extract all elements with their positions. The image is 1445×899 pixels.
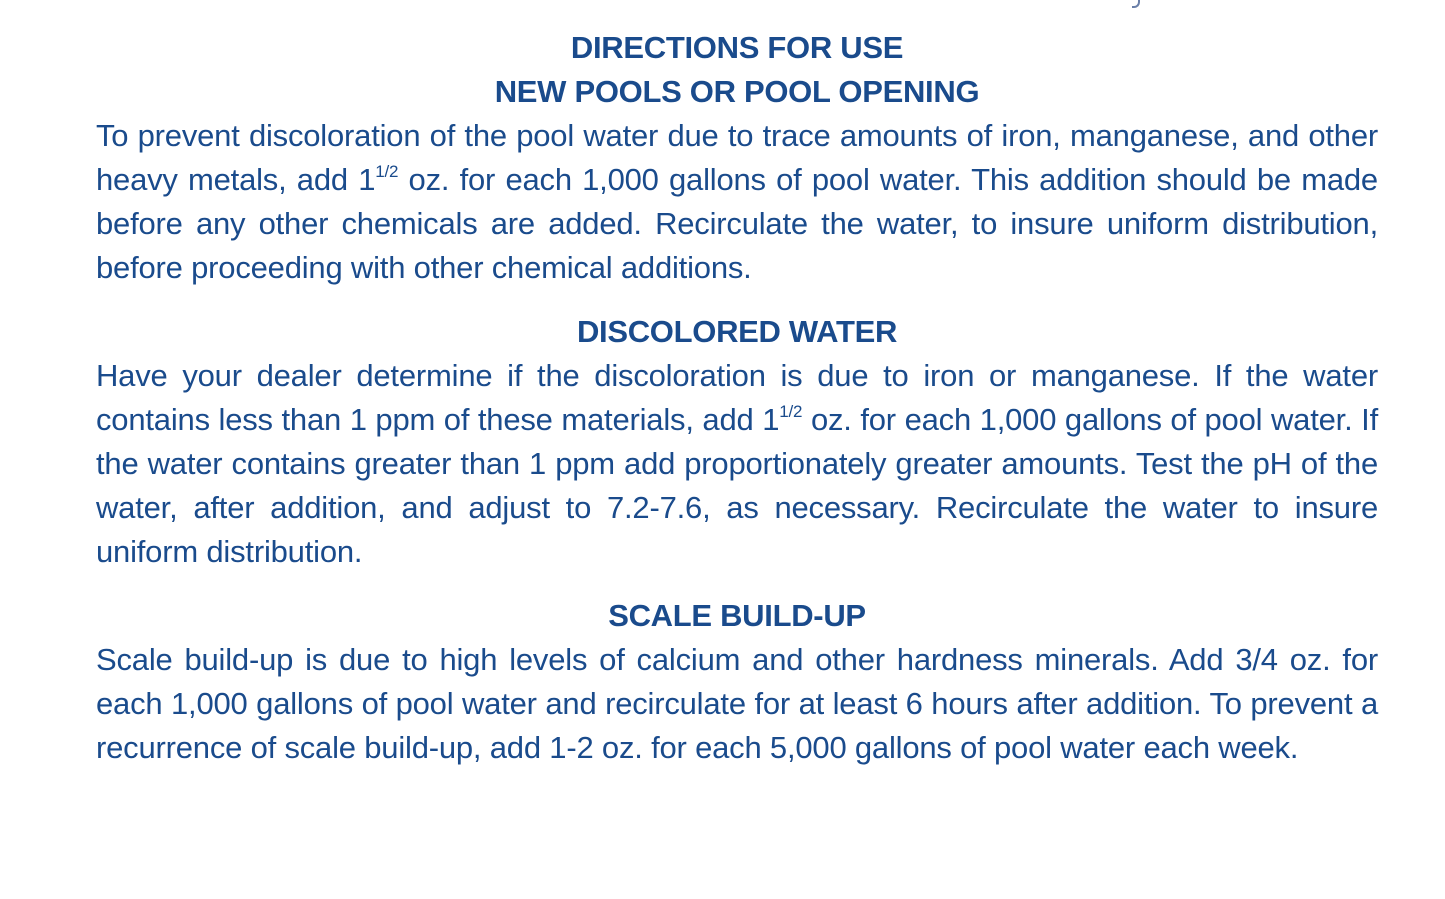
- section-body-scale-build-up: [96, 638, 1378, 770]
- edge-mark: [1132, 0, 1140, 8]
- section-new-pools: [96, 26, 1378, 290]
- body-text: oz. for each 1,000 gallons of pool water. If the water contains greater than 1 ppm add proportionately greater amounts. Test the pH of the water, after addition, and adjust to 7.2-7.6, as necessary. Recirculate the water to insure uniform distribution.: [96, 402, 1378, 569]
- body-text: Have your dealer determine if the discoloration is due to iron or manganese. If the water contains less than 1 ppm of these materials, add 1: [96, 358, 1378, 437]
- section-heading-discolored-water: DISCOLORED WATER: [576, 314, 898, 349]
- section-heading-scale-build-up: SCALE BUILD-UP: [608, 598, 866, 633]
- directions-label: [96, 26, 1378, 770]
- section-body-discolored-water: [96, 354, 1378, 574]
- body-text: Scale build-up is due to high levels of calcium and other hardness minerals. Add 3/4 oz. for each 1,000 gallons of pool water and recirculate for at least 6 hours after addition. To prevent a recurrence of scale build-up, add 1-2 oz. for each 5,000 gallons of pool water each week.: [96, 642, 1378, 765]
- section-body-new-pools: [96, 114, 1378, 290]
- fraction-superscript: 1/2: [375, 161, 399, 181]
- body-text: To prevent discoloration of the pool water due to trace amounts of iron, manganese, and other heavy metals, add 1: [96, 118, 1378, 197]
- body-text: oz. for each 1,000 gallons of pool water. This addition should be made before any other chemicals are added. Recirculate the water, to insure uniform distribution, before proceeding with other chemical additions.: [96, 162, 1378, 285]
- section-scale-build-up: [96, 594, 1378, 770]
- section-heading-new-pools: NEW POOLS OR POOL OPENING: [494, 74, 980, 109]
- main-heading: DIRECTIONS FOR USE: [570, 30, 904, 65]
- section-discolored-water: [96, 310, 1378, 574]
- fraction-superscript: 1/2: [779, 401, 803, 421]
